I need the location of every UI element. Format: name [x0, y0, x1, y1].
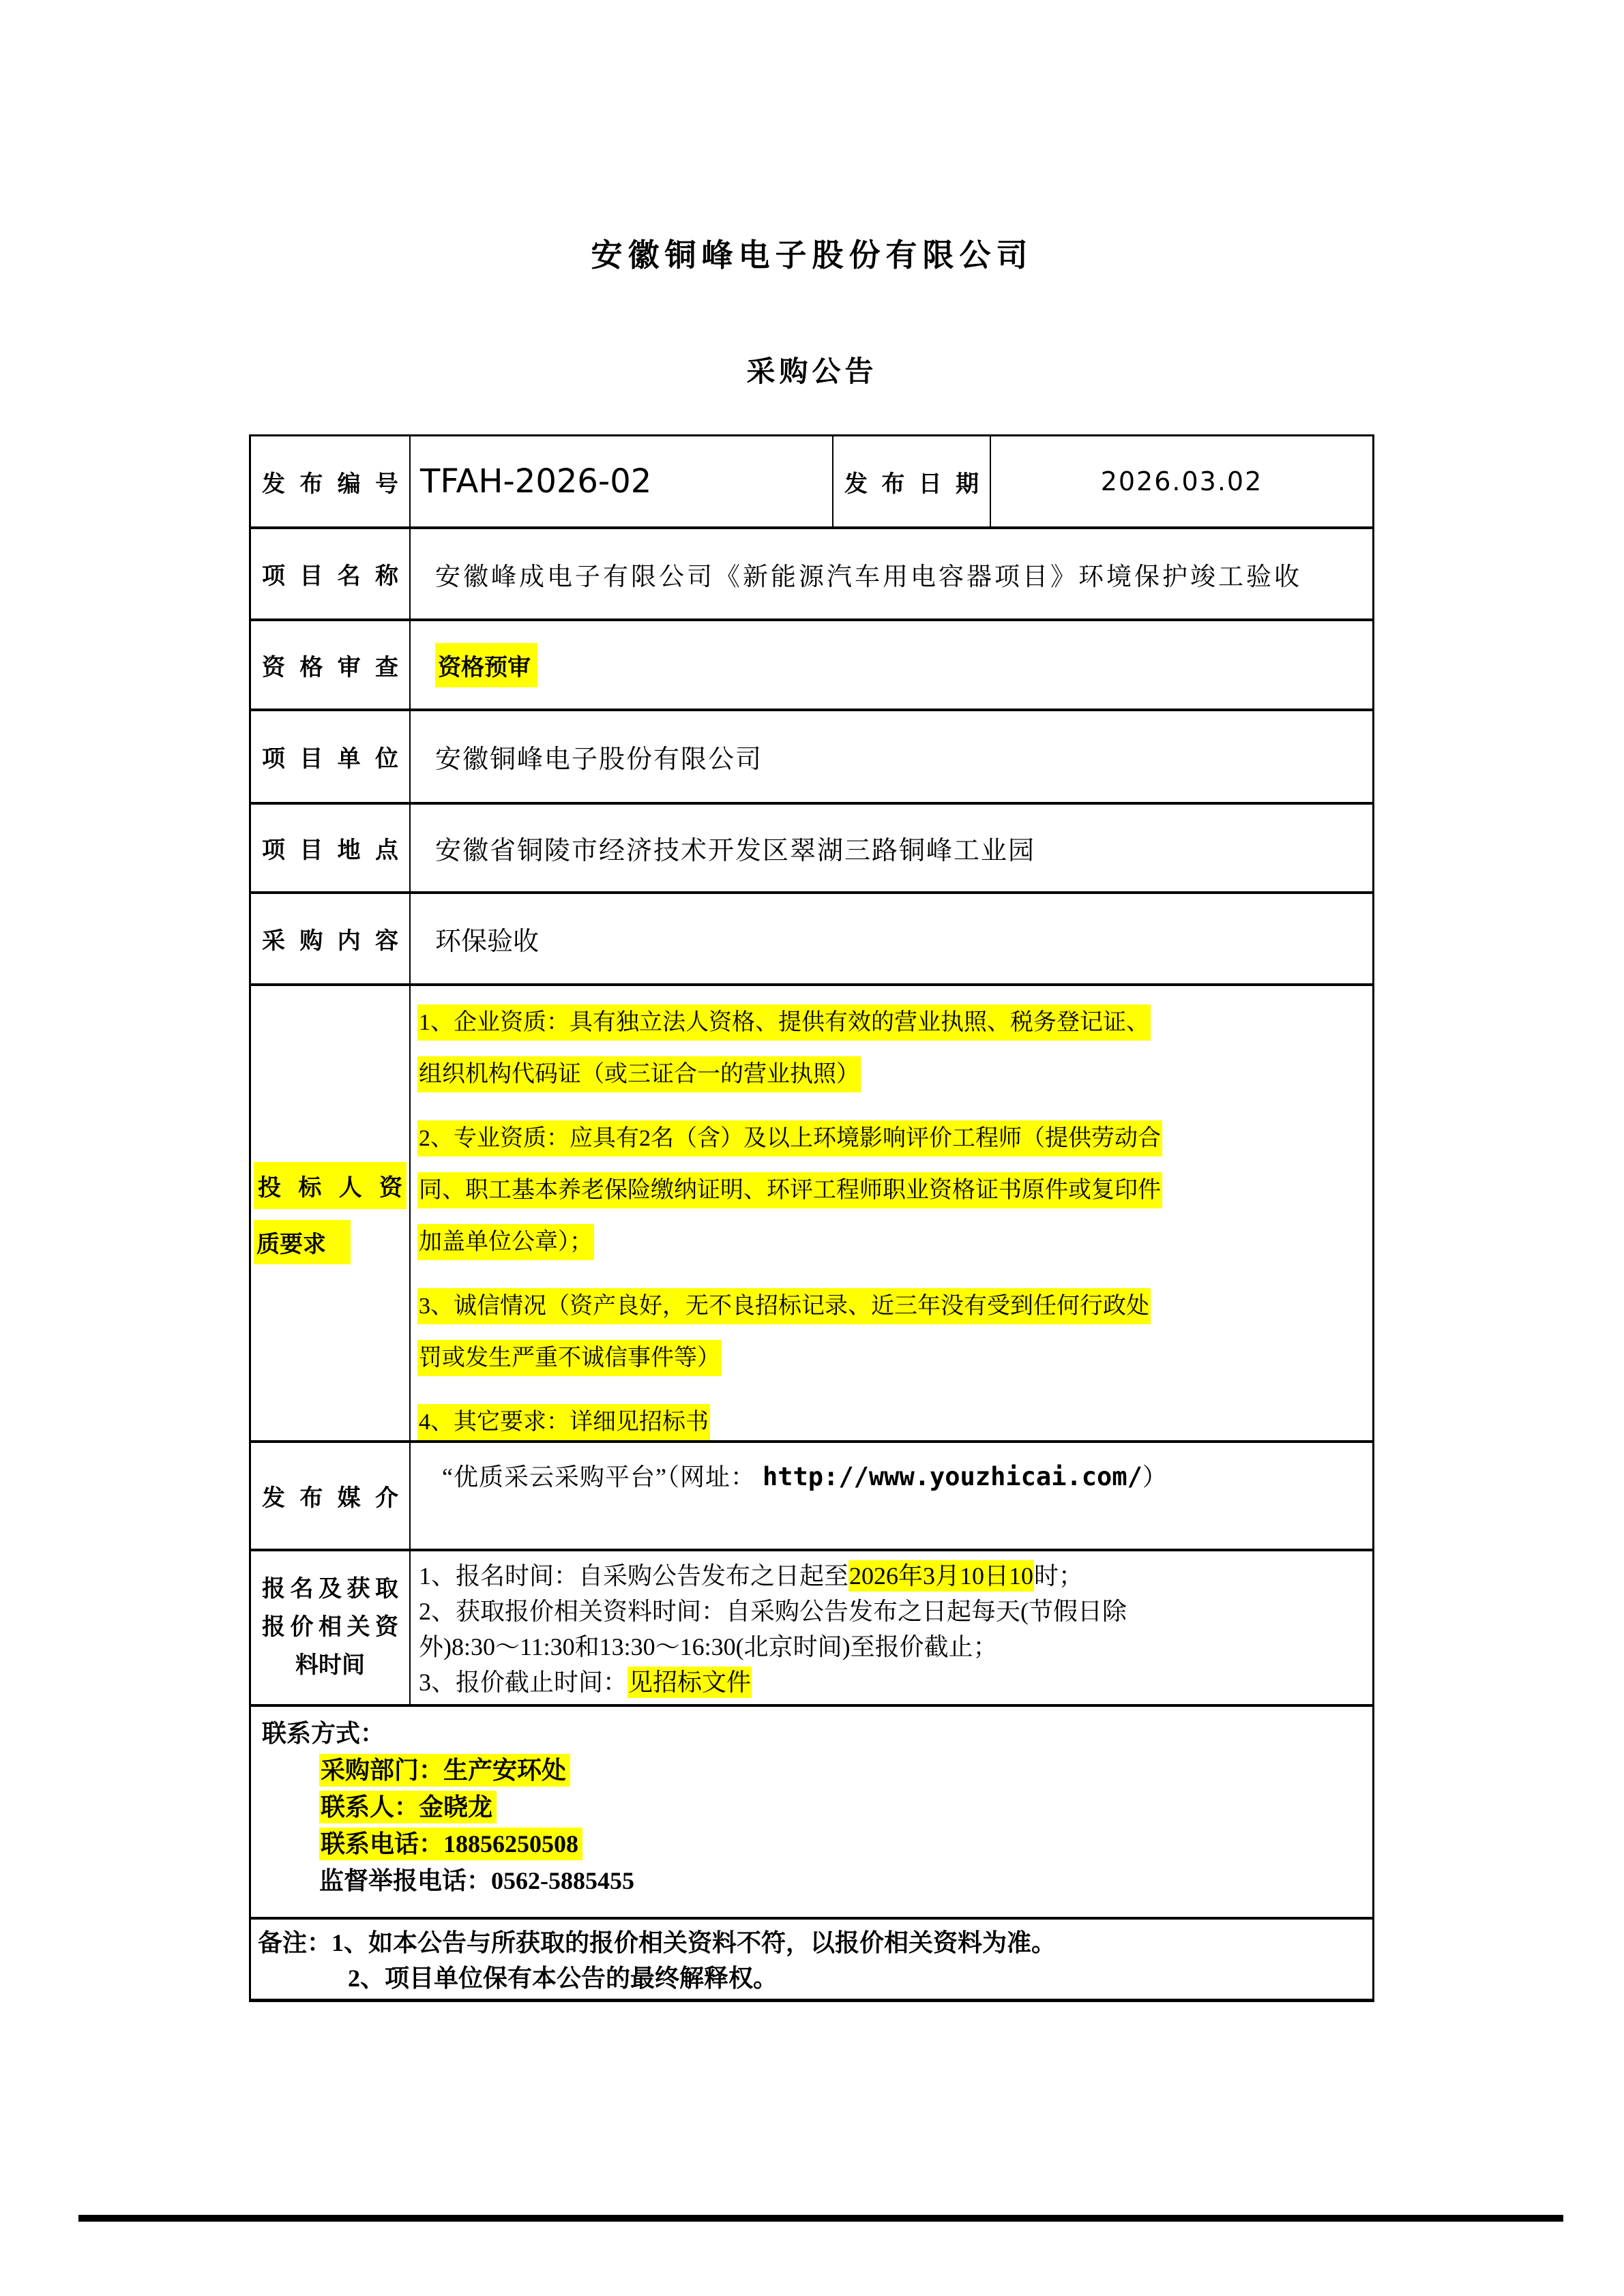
row-project-location: [251, 805, 1372, 894]
registration-line4-prefix: 3、报价截止时间：: [419, 1669, 628, 1696]
bidder-qualifications-label-line2: 质要求: [254, 1220, 351, 1264]
contact-info-cell: [251, 1707, 1372, 1917]
publish-media-label: 发布媒介: [262, 1486, 398, 1511]
publish-media-label-cell: [251, 1443, 409, 1549]
row-publish-media: [251, 1443, 1372, 1551]
registration-value-cell: [409, 1551, 1127, 1704]
project-location-value-cell: [409, 805, 1372, 891]
registration-label-cell: [251, 1551, 409, 1704]
qualification-paragraph-3: [417, 1281, 1372, 1384]
qualification-text-highlight: 1、企业资质：具有独立法人资格、提供有效的营业执照、税务登记证、: [417, 1004, 1151, 1041]
procurement-content-label: 采购内容: [262, 929, 398, 954]
contact-supervision-phone: 监督举报电话：0562-5885455: [319, 1867, 634, 1894]
registration-deadline-highlight: 2026年3月10日10: [848, 1560, 1034, 1592]
publish-number-label-cell: [251, 436, 409, 526]
qualification-review-highlight: 资格预审: [435, 643, 537, 687]
procurement-content-label-cell: [251, 894, 409, 983]
contact-phone-highlight: 联系电话：18856250508: [319, 1828, 582, 1860]
qualification-text-highlight: 2、专业资质：应具有2名（含）及以上环境影响评价工程师（提供劳动合: [417, 1120, 1162, 1157]
registration-label-line1: 报名及获取: [262, 1577, 398, 1602]
publish-media-text: “优质采云采购平台”（网址：: [442, 1463, 763, 1491]
qualification-review-label-cell: [251, 621, 409, 709]
page-subtitle: 采购公告: [746, 355, 878, 388]
procurement-table: [249, 434, 1374, 2002]
publish-number-value: TFAH-2026-02: [420, 462, 652, 501]
project-unit-label-cell: [251, 711, 409, 802]
publish-media-text-suffix: ）: [1142, 1463, 1168, 1491]
publish-number-label: 发布编号: [262, 471, 398, 497]
row-bidder-qualifications: [251, 986, 1372, 1443]
publish-number-value-cell: [409, 436, 832, 526]
quotation-deadline-highlight: 见招标文件: [628, 1667, 752, 1698]
project-location-label: 项目地点: [262, 838, 398, 863]
registration-line1-suffix: 时；: [1034, 1562, 1084, 1590]
registration-label-line3: 料时间: [295, 1653, 365, 1678]
qualification-text-highlight: 同、职工基本养老保险缴纳证明、环评工程师职业资格证书原件或复印件: [417, 1172, 1162, 1208]
registration-label-line2: 报价相关资: [262, 1615, 398, 1640]
qualification-paragraph-1: [417, 997, 1372, 1101]
bidder-qualifications-label-cell: [251, 986, 409, 1440]
qualification-text-highlight: 组织机构代码证（或三证合一的营业执照）: [417, 1056, 861, 1092]
contact-title: 联系方式：: [262, 1720, 385, 1747]
publish-media-url: http://www.youzhicai.com/: [762, 1462, 1142, 1491]
publish-date-value-cell: [990, 436, 1372, 526]
project-unit-label: 项目单位: [262, 747, 398, 772]
procurement-content-value: 环保验收: [435, 927, 540, 956]
registration-line-2: 2、获取报价相关资料时间：自采购公告发布之日起每天(节假日除: [419, 1598, 1127, 1625]
page-title: 安徽铜峰电子股份有限公司: [591, 237, 1033, 273]
footer-divider: [78, 2215, 1563, 2222]
procurement-content-value-cell: [409, 894, 1372, 983]
project-name-label: 项目名称: [262, 564, 398, 589]
remarks-cell: [251, 1920, 1372, 1999]
contact-department-highlight: 采购部门：生产安环处: [319, 1754, 570, 1787]
qualification-text-highlight: 罚或发生严重不诚信事件等）: [417, 1340, 722, 1376]
remarks-line-1: 备注：1、如本公告与所获取的报价相关资料不符，以报价相关资料为准。: [258, 1929, 1057, 1956]
qualification-text-highlight: 4、其它要求：详细见招标书: [417, 1404, 710, 1440]
publish-date-label: 发布日期: [844, 471, 979, 497]
registration-line-3: 外)8:30～11:30和13:30～16:30(北京时间)至报价截止；: [419, 1633, 998, 1660]
publish-date-label-cell: [832, 436, 990, 526]
registration-line1-prefix: 1、报名时间：自采购公告发布之日起至: [419, 1562, 849, 1590]
qualification-text-highlight: 加盖单位公章）；: [417, 1224, 594, 1260]
registration-line-4: [419, 1665, 1127, 1700]
qualification-paragraph-4: [417, 1397, 1372, 1440]
row-procurement-content: [251, 894, 1372, 986]
row-remarks: [251, 1920, 1372, 1999]
project-name-label-cell: [251, 529, 409, 618]
project-location-value: 安徽省铜陵市经济技术开发区翠湖三路铜峰工业园: [435, 837, 1036, 865]
project-unit-value-cell: [409, 711, 1372, 802]
qualification-review-value-cell: [409, 621, 1372, 709]
qualification-paragraph-2: [417, 1113, 1372, 1268]
publish-media-value-cell: [409, 1443, 1372, 1549]
row-qualification-review: [251, 621, 1372, 711]
row-registration-time: [251, 1551, 1372, 1707]
row-project-unit: [251, 711, 1372, 805]
project-unit-value: 安徽铜峰电子股份有限公司: [435, 745, 763, 774]
row-contact-info: [251, 1707, 1372, 1920]
project-name-value: 安徽峰成电子有限公司《新能源汽车用电容器项目》环境保护竣工验收: [435, 563, 1302, 591]
row-publish: [251, 436, 1372, 529]
row-project-name: [251, 529, 1372, 621]
project-name-value-cell: [409, 529, 1372, 618]
project-location-label-cell: [251, 805, 409, 891]
qualification-text-highlight: 3、诚信情况（资产良好，无不良招标记录、近三年没有受到任何行政处: [417, 1288, 1151, 1324]
qualification-review-label: 资格审查: [262, 655, 398, 681]
bidder-qualifications-value-cell: [409, 986, 1372, 1440]
bidder-qualifications-label-line1: 投 标 人 资: [254, 1162, 407, 1209]
contact-person-highlight: 联系人：金晓龙: [319, 1791, 497, 1823]
publish-date-value: 2026.03.02: [1100, 466, 1263, 496]
remarks-line-2: 2、项目单位保有本公告的最终解释权。: [348, 1965, 778, 1992]
registration-line-1: [419, 1558, 1127, 1594]
